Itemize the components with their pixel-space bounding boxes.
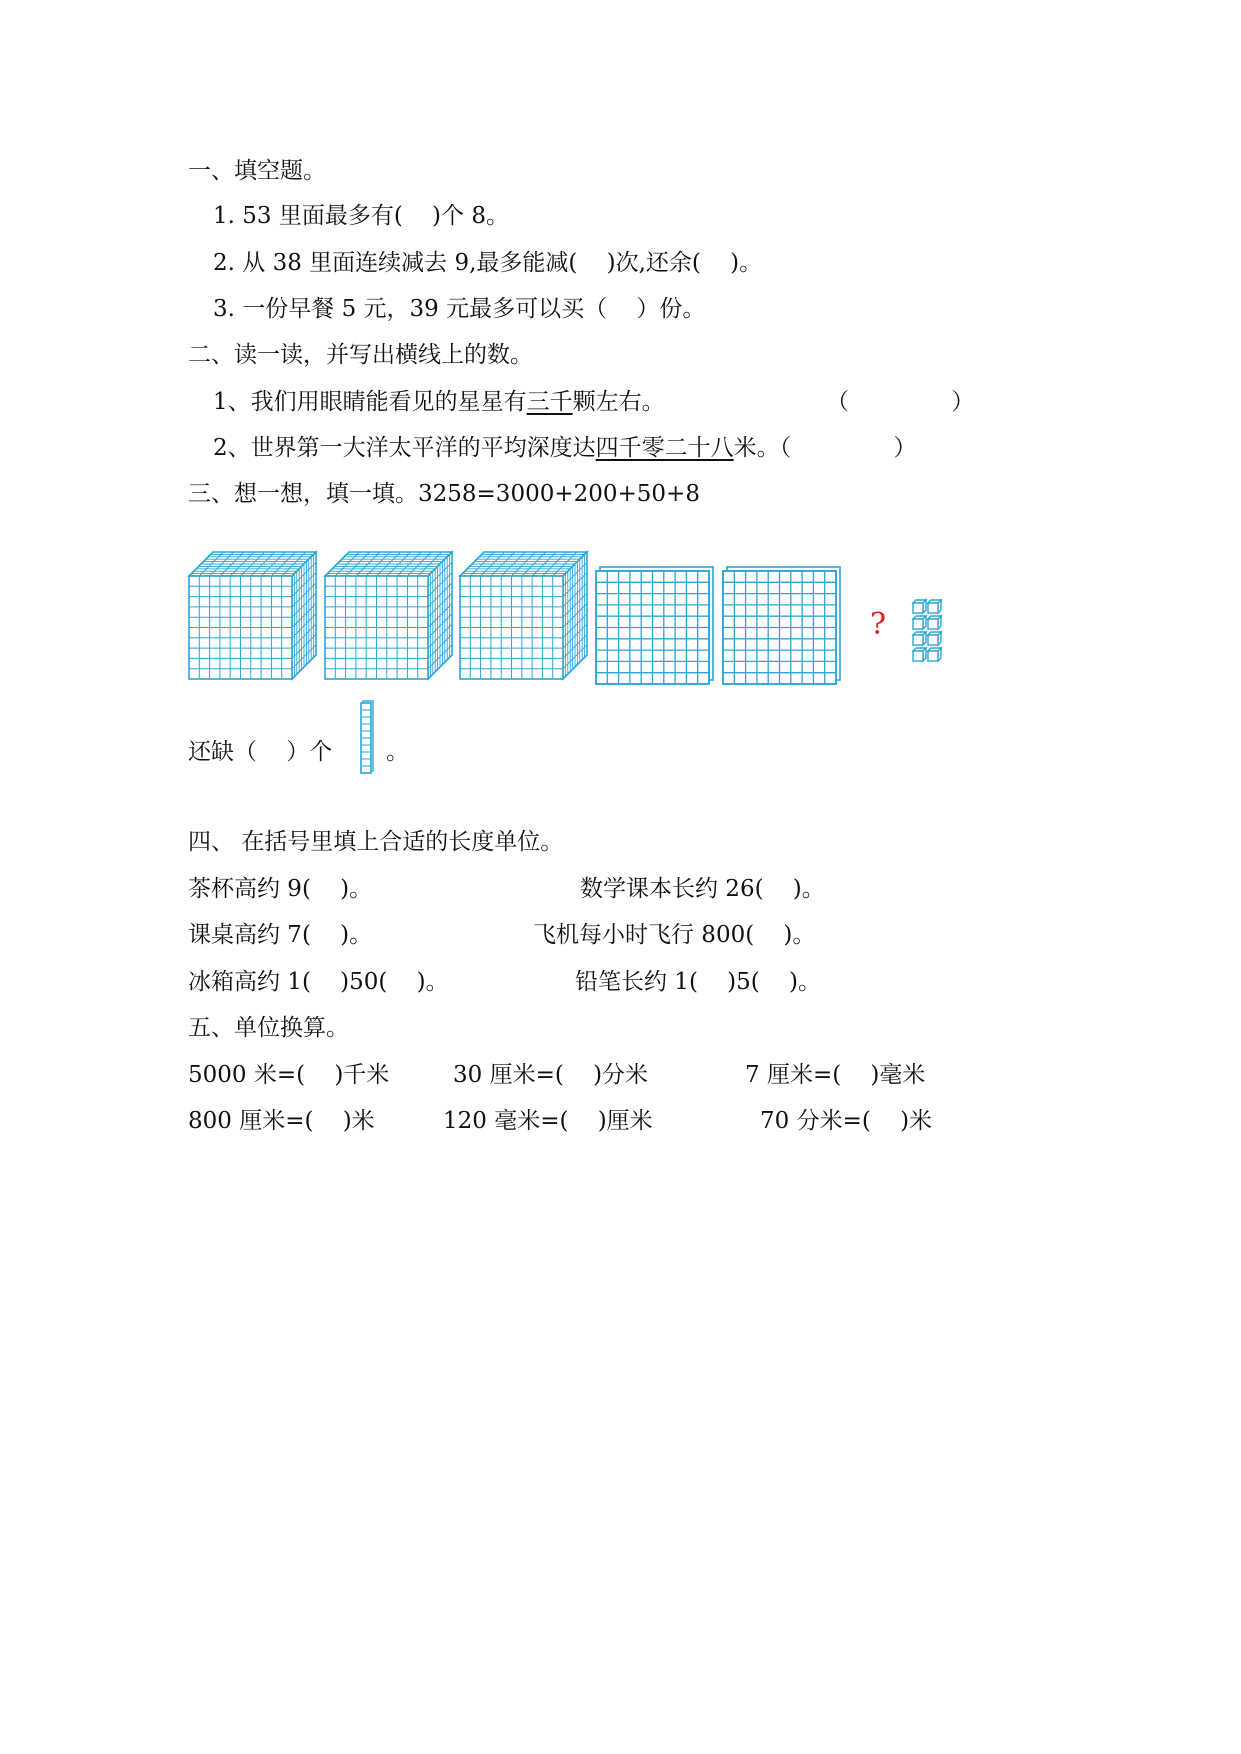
s5-row1-c: 7 厘米=( )毫米 <box>745 1062 926 1088</box>
s5-row2-a: 800 厘米=( )米 <box>188 1108 375 1134</box>
s3-answer-end: 。 <box>386 739 409 765</box>
unit-cube-4 <box>928 616 941 629</box>
s4-row1-a: 茶杯高约 9( )。 <box>188 876 373 902</box>
s4-row3-b: 铅笔长约 1( )5( )。 <box>575 969 821 995</box>
section3-title: 三、想一想，填一填。3258=3000+200+50+8 <box>188 481 700 507</box>
s2-q1-underlined: 三千 <box>526 389 573 415</box>
s2-q2-post: 米。（ ） <box>733 435 917 461</box>
hundred-flat-1 <box>596 567 713 684</box>
s2-q1-answer-paren: （ ） <box>826 389 975 415</box>
s2-q1-post: 颗左右。 <box>572 389 665 415</box>
s1-question-2: 2. 从 38 里面连续减去 9,最多能减( )次,还余( )。 <box>213 250 763 276</box>
section2-title: 二、读一读，并写出横线上的数。 <box>188 342 533 368</box>
s4-row2-a: 课桌高约 7( )。 <box>188 922 373 948</box>
s3-answer-text: 还缺（ ）个 <box>188 739 333 765</box>
thousand-cube-1 <box>189 552 316 679</box>
s4-row3-a: 冰箱高约 1( )50( )。 <box>188 969 449 995</box>
s2-q1-pre: 1、我们用眼睛能看见的星星有 <box>213 389 527 415</box>
hundred-flat-2 <box>723 567 840 684</box>
unit-cube-6 <box>928 632 941 645</box>
unit-cube-1 <box>913 600 926 613</box>
s2-q2-underlined: 四千零二十八 <box>595 435 734 461</box>
unit-cube-3 <box>913 616 926 629</box>
question-mark: ? <box>870 607 887 642</box>
s5-row2-b: 120 毫米=( )厘米 <box>443 1108 653 1134</box>
s4-row1-b: 数学课本长约 26( )。 <box>580 876 825 902</box>
unit-cube-7 <box>913 648 926 661</box>
s5-row1-b: 30 厘米=( )分米 <box>453 1062 649 1088</box>
thousand-cube-2 <box>325 552 452 679</box>
section1-title: 一、填空题。 <box>188 158 326 184</box>
thousand-cube-3 <box>460 552 587 679</box>
unit-cube-2 <box>928 600 941 613</box>
s1-question-1: 1. 53 里面最多有( )个 8。 <box>213 203 509 229</box>
s4-row2-b: 飞机每小时飞行 800( )。 <box>533 922 816 948</box>
s5-row2-c: 70 分米=( )米 <box>760 1108 933 1134</box>
unit-cube-5 <box>913 632 926 645</box>
section5-title: 五、单位换算。 <box>188 1015 349 1041</box>
s2-q2-pre: 2、世界第一大洋太平洋的平均深度达 <box>213 435 596 461</box>
unit-cube-8 <box>928 648 941 661</box>
section4-title: 四、 在括号里填上合适的长度单位。 <box>188 829 564 855</box>
base-ten-blocks-figure <box>0 0 1241 760</box>
s1-question-3: 3. 一份早餐 5 元，39 元最多可以买（ ）份。 <box>213 296 706 322</box>
s5-row1-a: 5000 米=( )千米 <box>188 1062 390 1088</box>
ten-rod <box>361 701 373 773</box>
